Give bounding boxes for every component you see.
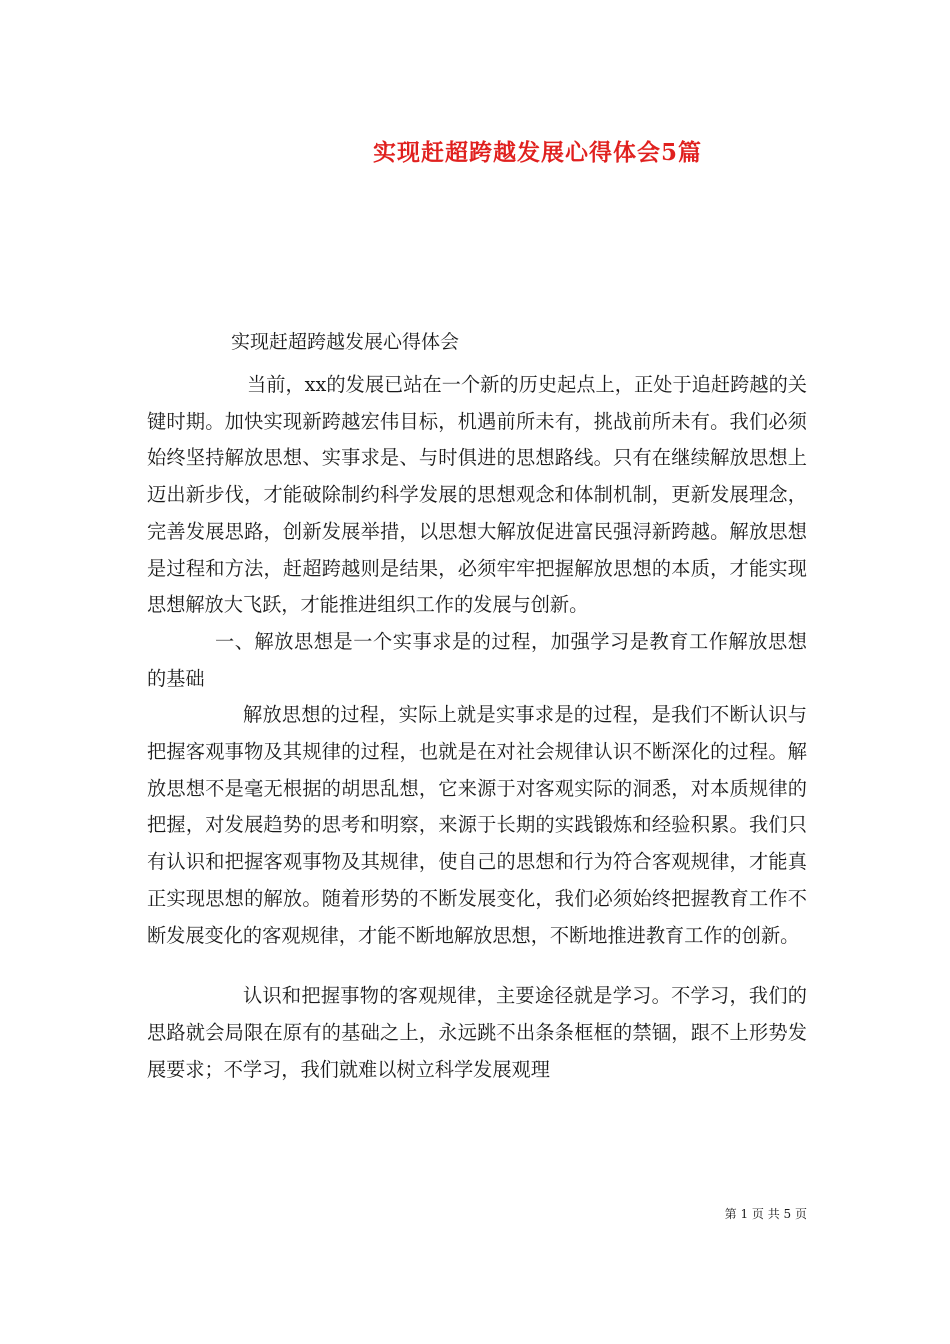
document-body (147, 367, 807, 1088)
paragraph-learning: 认识和把握事物的客观规律，主要途径就是学习。不学习，我们的思路就会局限在原有的基础之上，永远跳不出条条框框的禁锢，跟不上形势发展要求；不学习，我们就难以树立科学发展观理 (147, 984, 807, 1081)
document-title: 实现赶超跨越发展心得体会5篇 (373, 139, 703, 166)
document-subtitle: 实现赶超跨越发展心得体会 (231, 331, 460, 353)
section-heading-1: 一、解放思想是一个实事求是的过程，加强学习是教育工作解放思想的基础 (147, 629, 807, 690)
paragraph-intro: 当前，xx的发展已站在一个新的历史起点上，正处于追赶跨越的关键时期。加快实现新跨越宏伟目标，机遇前所未有，挑战前所未有。我们必须始终坚持解放思想、实事求是、与时俱进的思想路线。只有在继续解放思想上迈出新步伐，才能破除制约科学发展的思想观念和体制机制，更新发展理念，完善发展思路，创新发展举措，以思想大解放促进富民强浔新跨越。解放思想是过程和方法，赶超跨越则是结果，必须牢牢把握解放思想的本质，才能实现思想解放大飞跃，才能推进组织工作的发展与创新。 (147, 373, 807, 617)
paragraph-section-1: 解放思想的过程，实际上就是实事求是的过程，是我们不断认识与把握客观事物及其规律的过程，也就是在对社会规律认识不断深化的过程。解放思想不是毫无根据的胡思乱想，它来源于对客观实际的洞悉，对本质规律的把握，对发展趋势的思考和明察，来源于长期的实践锻炼和经验积累。我们只有认识和把握客观事物及其规律，使自己的思想和行为符合客观规律，才能真正实现思想的解放。随着形势的不断发展变化，我们必须始终把握教育工作不断发展变化的客观规律，才能不断地解放思想，不断地推进教育工作的创新。 (147, 703, 807, 947)
page-number: 第 1 页 共 5 页 (724, 1207, 807, 1221)
